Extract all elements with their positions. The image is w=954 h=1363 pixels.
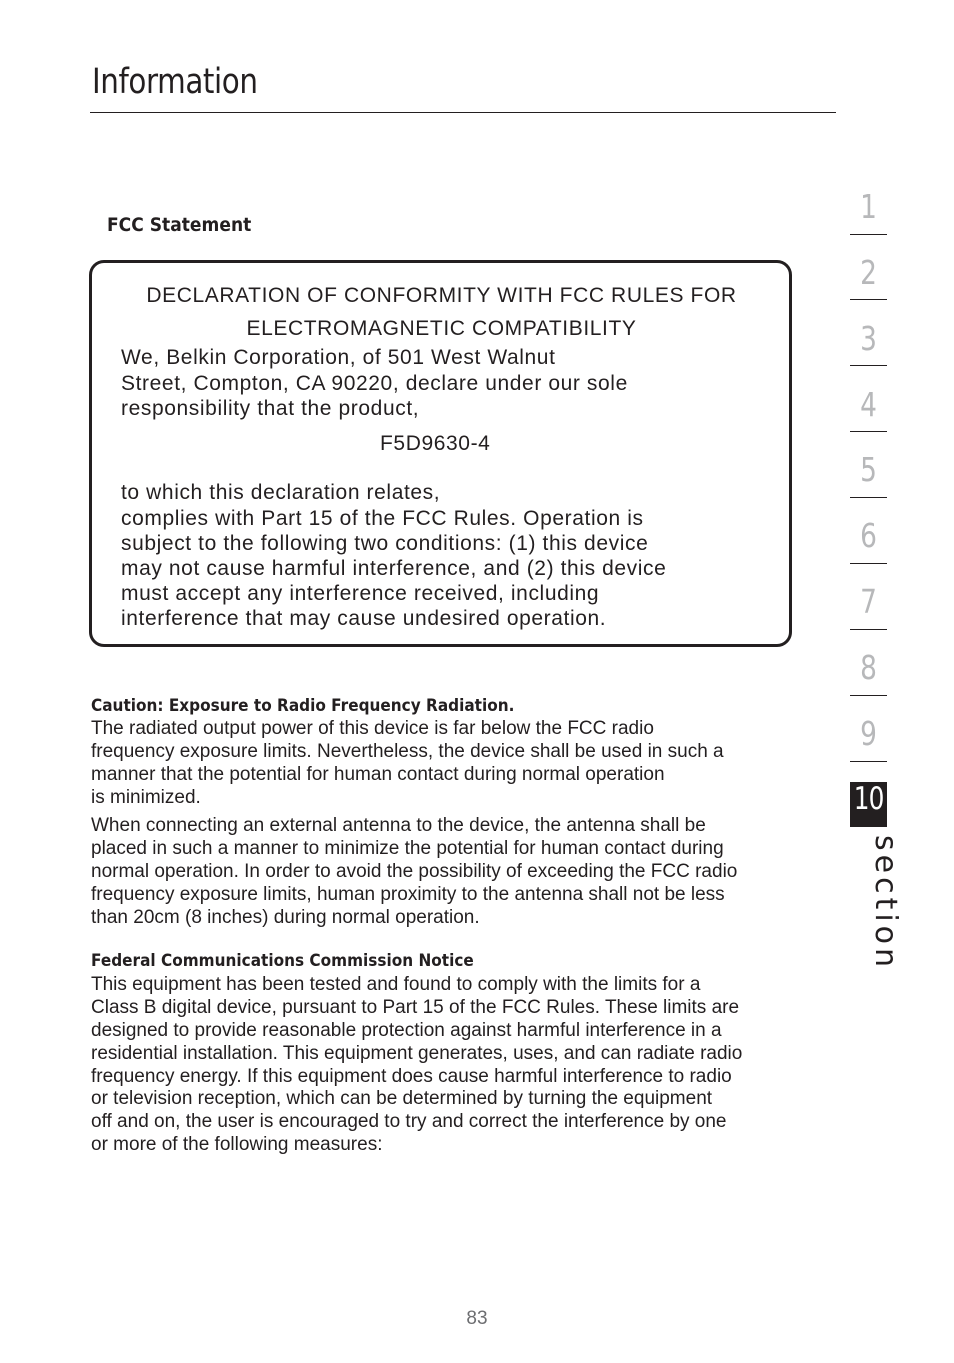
section-tab-8[interactable]: 8 xyxy=(860,648,877,687)
section-tab-divider xyxy=(850,497,887,498)
section-tab-10-label: 10 xyxy=(853,781,884,817)
fcc-notice-heading: Federal Communications Commission Notice xyxy=(91,951,474,971)
section-tab-1[interactable]: 1 xyxy=(860,187,877,226)
antenna-text: placed in such a manner to minimize the potential for human contact during xyxy=(91,838,724,859)
section-tab-4[interactable]: 4 xyxy=(860,385,877,424)
section-tab-divider xyxy=(850,234,887,235)
declaration-text: responsibility that the product, xyxy=(121,397,420,420)
caution-text: frequency exposure limits. Nevertheless, the device shall be used in such a xyxy=(91,741,724,762)
caution-text: is minimized. xyxy=(91,787,201,808)
page-number: 83 xyxy=(466,1308,488,1329)
section-tab-7[interactable]: 7 xyxy=(860,582,877,621)
section-tab-5[interactable]: 5 xyxy=(860,450,877,489)
caution-text: manner that the potential for human contact during normal operation xyxy=(91,764,665,785)
section-tab-9[interactable]: 9 xyxy=(860,714,877,753)
product-model: F5D9630-4 xyxy=(380,432,491,455)
fcc-notice-text: or television reception, which can be determined by turning the equipment xyxy=(91,1088,713,1109)
antenna-text: than 20cm (8 inches) during normal operation. xyxy=(91,907,480,928)
section-label: section xyxy=(868,835,903,972)
declaration-text: We, Belkin Corporation, of 501 West Walnut xyxy=(121,346,556,369)
fcc-notice-text: frequency energy. If this equipment does cause harmful interference to radio xyxy=(91,1066,732,1087)
caution-heading: Caution: Exposure to Radio Frequency Radiation. xyxy=(91,696,515,716)
declaration-text: Street, Compton, CA 90220, declare under our sole xyxy=(121,372,628,395)
declaration-text: to which this declaration relates, xyxy=(121,481,441,504)
fcc-notice-text: Class B digital device, pursuant to Part 15 of the FCC Rules. These limits are xyxy=(91,997,740,1018)
section-tab-6[interactable]: 6 xyxy=(860,516,877,555)
section-tab-divider xyxy=(850,431,887,432)
fcc-statement-heading: FCC Statement xyxy=(107,214,252,236)
fcc-notice-text: designed to provide reasonable protection against harmful interference in a xyxy=(91,1020,722,1041)
section-tab-3[interactable]: 3 xyxy=(860,319,877,358)
declaration-text: interference that may cause undesired operation. xyxy=(121,607,607,630)
declaration-title: ELECTROMAGNETIC COMPATIBILITY xyxy=(246,317,637,340)
section-tab-divider xyxy=(850,563,887,564)
fcc-notice-text: or more of the following measures: xyxy=(91,1134,383,1155)
declaration-text: may not cause harmful interference, and (2) this device xyxy=(121,557,667,580)
page-title: Information xyxy=(92,62,258,102)
section-tab-divider xyxy=(850,761,887,762)
section-tab-divider xyxy=(850,629,887,630)
caution-text: The radiated output power of this device is far below the FCC radio xyxy=(91,718,654,739)
antenna-text: normal operation. In order to avoid the possibility of exceeding the FCC radio xyxy=(91,861,738,882)
section-tab-divider xyxy=(850,299,887,300)
declaration-title: DECLARATION OF CONFORMITY WITH FCC RULES FOR xyxy=(146,284,737,307)
declaration-text: must accept any interference received, including xyxy=(121,582,600,605)
antenna-text: frequency exposure limits, human proximity to the antenna shall not be less xyxy=(91,884,725,905)
title-divider xyxy=(90,112,836,113)
fcc-notice-text: residential installation. This equipment generates, uses, and can radiate radio xyxy=(91,1043,743,1064)
fcc-notice-text: This equipment has been tested and found to comply with the limits for a xyxy=(91,974,701,995)
declaration-text: complies with Part 15 of the FCC Rules. Operation is xyxy=(121,507,644,530)
section-tab-2[interactable]: 2 xyxy=(860,253,877,292)
section-tab-divider xyxy=(850,365,887,366)
fcc-notice-text: off and on, the user is encouraged to try and correct the interference by one xyxy=(91,1111,727,1132)
section-tab-divider xyxy=(850,695,887,696)
antenna-text: When connecting an external antenna to the device, the antenna shall be xyxy=(91,815,706,836)
declaration-text: subject to the following two conditions: (1) this device xyxy=(121,532,649,555)
